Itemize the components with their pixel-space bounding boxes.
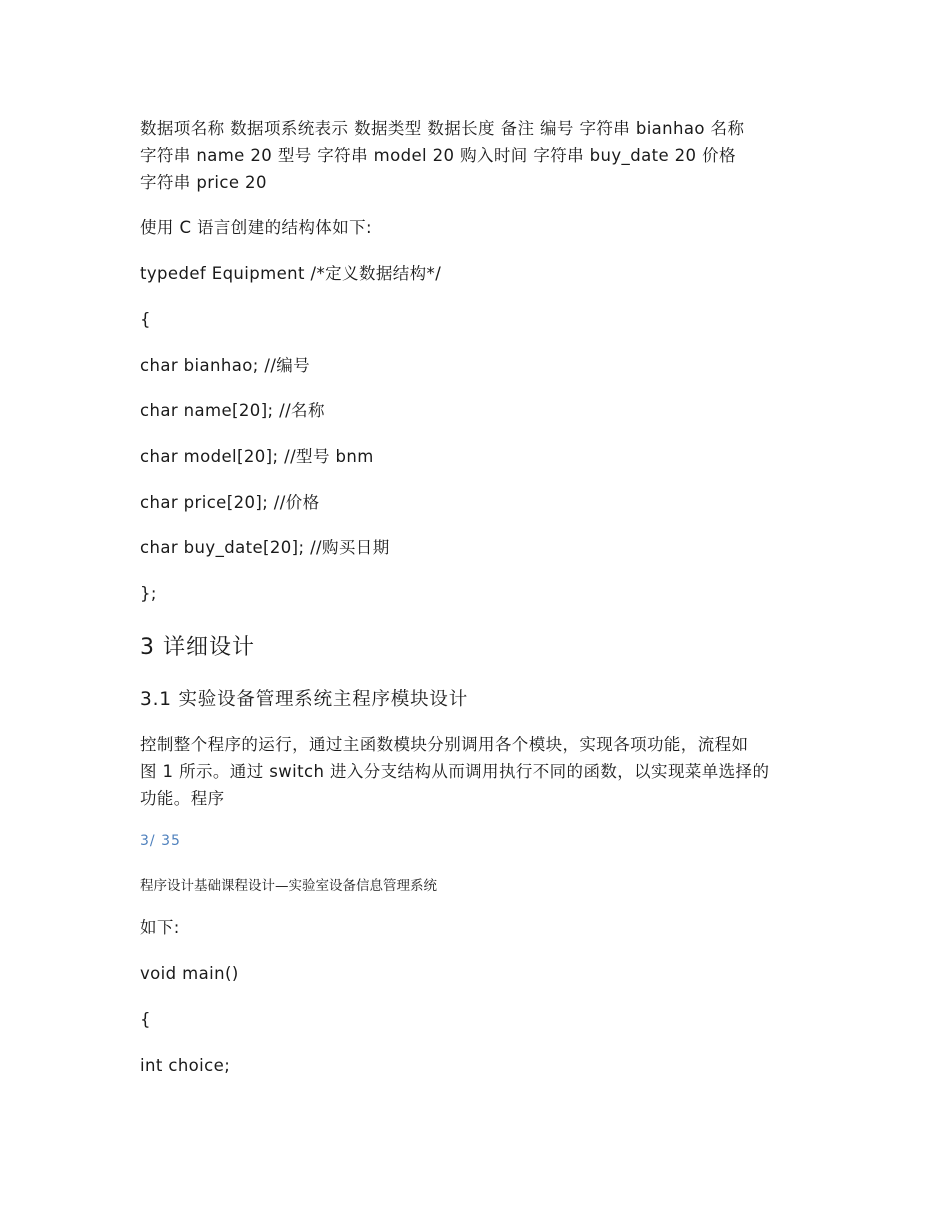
struct-intro: 使用 C 语言创建的结构体如下: — [140, 218, 372, 237]
code-line: { — [140, 310, 151, 329]
data-dictionary-paragraph — [140, 115, 815, 196]
code-line: { — [140, 1010, 151, 1029]
code-line: }; — [140, 584, 157, 603]
text-line: 字符串 price 20 — [140, 173, 267, 192]
code-line: int choice; — [140, 1056, 231, 1075]
code-line: char model[20]; //型号 bnm — [140, 447, 374, 466]
code-line: char bianhao; //编号 — [140, 356, 311, 375]
page-number: 3/ 35 — [140, 833, 181, 849]
code-line: typedef Equipment /*定义数据结构*/ — [140, 264, 442, 283]
document-page — [140, 0, 820, 1230]
subsection-heading: 3.1 实验设备管理系统主程序模块设计 — [140, 689, 469, 710]
text-line: 控制整个程序的运行，通过主函数模块分别调用各个模块，实现各项功能，流程如 — [140, 735, 749, 754]
text-line: 功能。程序 — [140, 789, 225, 808]
code-line: char price[20]; //价格 — [140, 493, 320, 512]
text-line: 数据项名称 数据项系统表示 数据类型 数据长度 备注 编号 字符串 bianhao 名称 — [140, 119, 745, 138]
section-heading: 3 详细设计 — [140, 635, 255, 660]
section-paragraph — [140, 731, 815, 812]
running-header: 程序设计基础课程设计—实验室设备信息管理系统 — [140, 878, 437, 894]
code-line: char name[20]; //名称 — [140, 401, 325, 420]
text-line: 字符串 name 20 型号 字符串 model 20 购入时间 字符串 buy_date 20 价格 — [140, 146, 736, 165]
code-line: char buy_date[20]; //购买日期 — [140, 538, 390, 557]
code-intro: 如下: — [140, 918, 180, 937]
code-line: void main() — [140, 964, 239, 983]
text-line: 图 1 所示。通过 switch 进入分支结构从而调用执行不同的函数，以实现菜单选择的 — [140, 762, 770, 781]
